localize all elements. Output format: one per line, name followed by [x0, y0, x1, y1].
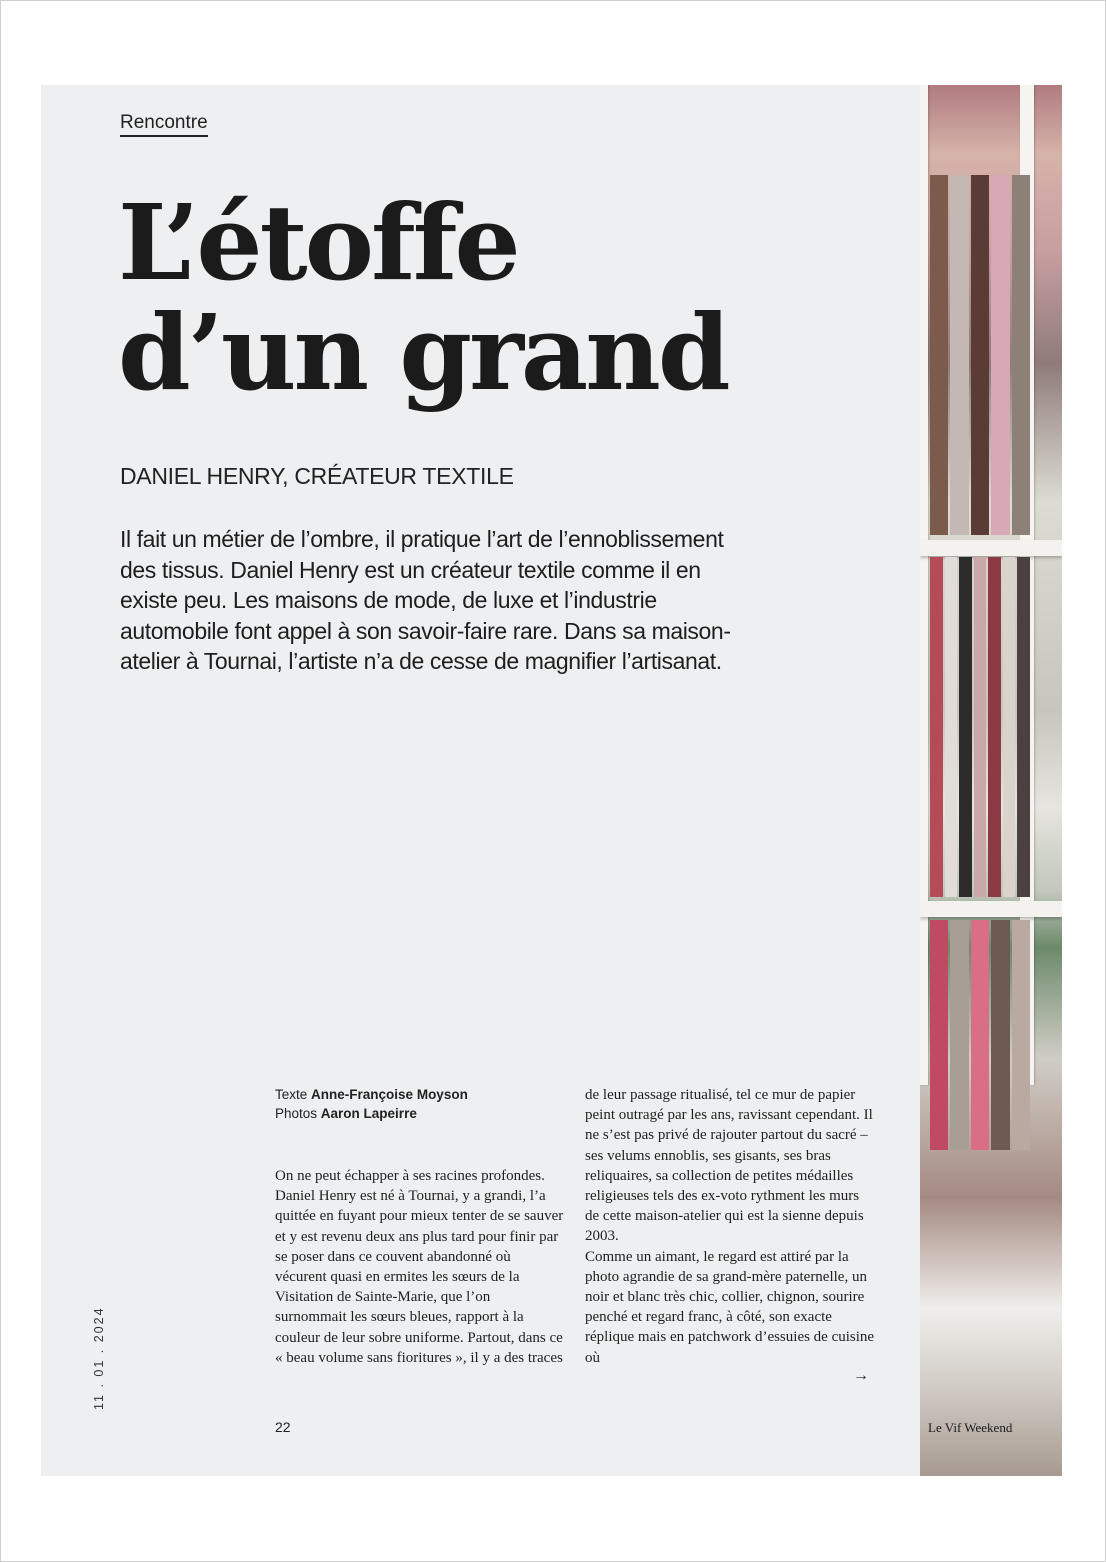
- photo-credit-label: Photos: [275, 1106, 318, 1121]
- article-subhead: DANIEL HENRY, CRÉATEUR TEXTILE: [120, 463, 514, 489]
- headline-line-2: d’un grand: [118, 291, 728, 414]
- book-row-bottom: [930, 920, 1030, 1150]
- body-column-2-paragraph-2: Comme un aimant, le regard est attiré par la photo agrandie de sa grand-mère paternelle, un noir et blanc très chic, collier, chignon, sourire penché et regard franc, à côté, son exacte réplique mais en patchwork d’essuies de cuisine où: [585, 1248, 875, 1366]
- magazine-name: Le Vif Weekend: [928, 1420, 1013, 1435]
- text-credit-author: Anne-Françoise Moyson: [311, 1087, 468, 1102]
- section-kicker: Rencontre: [120, 112, 208, 137]
- page-number: 22: [275, 1419, 291, 1435]
- body-column-2-paragraph-1: de leur passage ritualisé, tel ce mur de papier peint outragé par les ans, ravissant cependant. Il ne s’est pas privé de rajouter partout du sacré – ses velums ennoblis, ses gisants, ses bras reliquaires, sa collection de petites médailles religieuses tels des ex-voto rythment les murs de cette maison-atelier qui est la sienne depuis 2003.: [585, 1087, 873, 1245]
- shelf-upright-left: [920, 85, 928, 1085]
- text-credit: [275, 1085, 468, 1104]
- shelf-board: [920, 901, 1062, 917]
- book-row-middle: [930, 557, 1030, 897]
- article-headline: [118, 181, 728, 414]
- headline-line-1: L’étoffe: [118, 181, 518, 304]
- photo-credit-author: Aaron Lapeirre: [320, 1106, 417, 1121]
- text-credit-label: Texte: [275, 1087, 308, 1102]
- article-lede: Il fait un métier de l’ombre, il pratique l’art de l’ennoblissement des tissus. Daniel Henry est un créateur textile comme il en existe peu. Les maisons de mode, de luxe et l’industrie automobile font appel à son savoir-faire rare. Dans sa maison-atelier à Tournai, l’artiste n’a de cesse de magnifier l’artisanat.: [120, 526, 731, 674]
- body-column-2: [585, 1085, 875, 1368]
- photo-credit: [275, 1104, 468, 1123]
- continue-arrow-icon: →: [853, 1367, 869, 1384]
- issue-date: 11 . 01 . 2024: [92, 1306, 106, 1410]
- book-row-top: [930, 175, 1030, 535]
- body-column-1: On ne peut échapper à ses racines profondes. Daniel Henry est né à Tournai, y a grandi, l’a quittée en fuyant pour mieux tenter de se sauver et y est revenu deux ans plus tard pour finir par se poser dans ce couvent abandonné où vécurent quasi en ermites les sœurs de la Visitation de Sainte-Marie, que l’on surnommait les sœurs bleues, rapport à la couleur de leur sobre uniforme. Partout, dans ce « beau volume sans fioritures », il y a des traces: [275, 1168, 564, 1366]
- article-credits: [275, 1085, 468, 1123]
- bookshelf-photo: [920, 85, 1062, 1476]
- shelf-board: [920, 540, 1062, 556]
